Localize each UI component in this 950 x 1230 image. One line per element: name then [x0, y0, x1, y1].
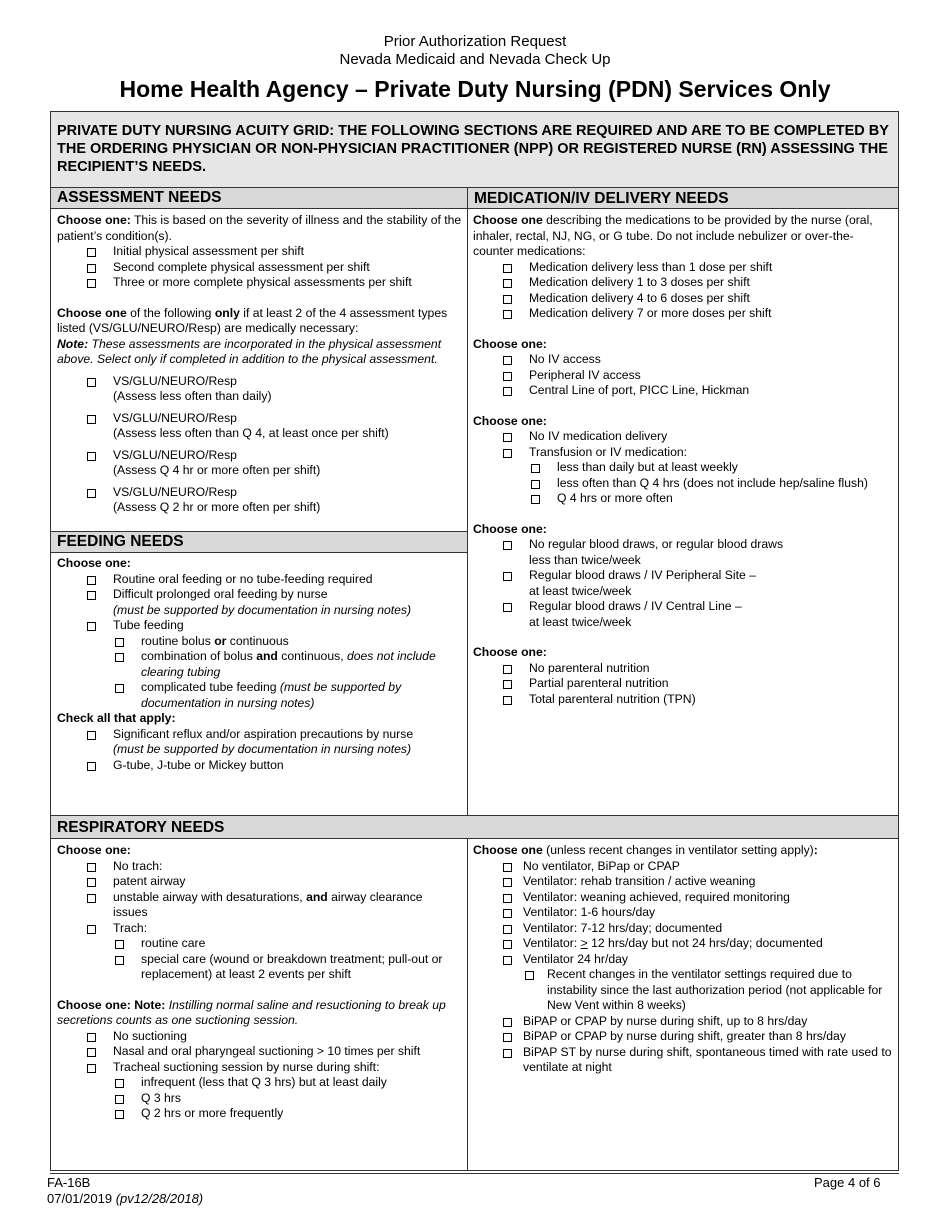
checkbox[interactable] [503, 1033, 512, 1042]
medication-heading: MEDICATION/IV DELIVERY NEEDS [467, 187, 898, 209]
checkbox[interactable] [115, 684, 124, 693]
iv-med-frequency-option[interactable]: less often than Q 4 hrs (does not include hep/saline flush) [473, 476, 893, 492]
instructions-banner: PRIVATE DUTY NURSING ACUITY GRID: THE FOLLOWING SECTIONS ARE REQUIRED AND ARE TO BE COMPLETED BY THE ORDERING PHYSICIAN OR NON-PHYSICIAN PRACTITIONER (NPP) OR REGISTERED NURSE (RN) ASSESSING THE RECIPIENT’S NEEDS. [51, 112, 898, 188]
parenteral-option[interactable]: No parenteral nutrition [473, 661, 893, 677]
feeding-choose-label: Choose one: [57, 556, 131, 570]
checkbox[interactable] [503, 1018, 512, 1027]
checkbox[interactable] [503, 680, 512, 689]
assessment-note: Note: These assessments are incorporated in the physical assessment above. Select only if completed in addition to the physical assessment. [57, 336, 442, 366]
checkbox[interactable] [115, 638, 124, 647]
iv-med-frequency-option[interactable]: Q 4 hrs or more often [473, 491, 893, 507]
checkbox[interactable] [503, 310, 512, 319]
assessment-types-instructions: Choose one of the following only if at least 2 of the 4 assessment types listed (VS/GLU/NEURO/Resp) are medically necessary: [57, 305, 448, 335]
trach-option[interactable]: routine care [57, 936, 462, 952]
checkbox[interactable] [503, 387, 512, 396]
checkbox[interactable] [503, 665, 512, 674]
checkbox[interactable] [531, 480, 540, 489]
airway-option[interactable]: patent airway [57, 874, 462, 890]
checkbox[interactable] [503, 356, 512, 365]
assessment-option[interactable]: Three or more complete physical assessments per shift [57, 275, 462, 291]
checkbox[interactable] [531, 464, 540, 473]
ventilator-option[interactable]: Ventilator: > 12 hrs/day but not 24 hrs/day; documented [473, 936, 893, 952]
iv-access-option[interactable]: Peripheral IV access [473, 368, 893, 384]
medication-instructions: Choose one describing the medications to be provided by the nurse (oral, inhaler, rectal, NJ, NG, or G tube. Do not include nebulizer or over-the-counter medications: [473, 213, 873, 258]
airway-option[interactable]: Trach: [57, 921, 462, 937]
checkbox[interactable] [87, 731, 96, 740]
checkbox[interactable] [115, 956, 124, 965]
checkbox[interactable] [531, 495, 540, 504]
suctioning-option[interactable]: Nasal and oral pharyngeal suctioning > 10 times per shift [57, 1044, 462, 1060]
checkbox[interactable] [87, 762, 96, 771]
checkbox[interactable] [503, 878, 512, 887]
checkbox[interactable] [503, 264, 512, 273]
blood-draw-option[interactable]: Regular blood draws / IV Peripheral Site – at least twice/week [473, 568, 893, 599]
check-all-label: Check all that apply: [57, 711, 176, 725]
checkbox[interactable] [87, 863, 96, 872]
assessment-section [57, 213, 462, 516]
checkbox[interactable] [87, 378, 96, 387]
checkbox[interactable] [115, 940, 124, 949]
tracheal-suction-option[interactable]: Q 3 hrs [57, 1091, 462, 1107]
feeding-section [57, 556, 462, 773]
checkbox[interactable] [87, 894, 96, 903]
medication-option[interactable]: Medication delivery 4 to 6 doses per shift [473, 291, 893, 307]
tracheal-suction-option[interactable]: infrequent (less that Q 3 hrs) but at least daily [57, 1075, 462, 1091]
assessment-heading: ASSESSMENT NEEDS [51, 187, 467, 209]
checkbox[interactable] [503, 956, 512, 965]
tube-feeding-option[interactable]: routine bolus or continuous [57, 634, 462, 650]
iv-med-option[interactable]: Transfusion or IV medication: [473, 445, 893, 461]
iv-access-option[interactable]: Central Line of port, PICC Line, Hickman [473, 383, 893, 399]
checkbox[interactable] [87, 1048, 96, 1057]
ventilator-instructions: Choose one (unless recent changes in ventilator setting apply): [473, 843, 818, 857]
checkbox[interactable] [87, 622, 96, 631]
checkbox[interactable] [87, 878, 96, 887]
respiratory-airway-section [57, 843, 462, 1122]
checkbox[interactable] [503, 572, 512, 581]
blood-draw-choose-label: Choose one: [473, 521, 547, 536]
checkbox[interactable] [87, 279, 96, 288]
suctioning-instructions: Choose one: Note: Instilling normal saline and resuctioning to break up secretions counts as one suctioning session. [57, 997, 446, 1027]
suctioning-option[interactable]: No suctioning [57, 1029, 462, 1045]
iv-med-choose-label: Choose one: [473, 413, 547, 428]
iv-med-frequency-option[interactable]: less than daily but at least weekly [473, 460, 893, 476]
trach-option[interactable]: special care (wound or breakdown treatment; pull-out or replacement) at least 2 events per shift [57, 952, 462, 983]
iv-access-option[interactable]: No IV access [473, 352, 893, 368]
checkbox[interactable] [525, 971, 534, 980]
checkbox[interactable] [503, 372, 512, 381]
checkbox[interactable] [87, 248, 96, 257]
checkbox[interactable] [503, 909, 512, 918]
feeding-option[interactable]: Difficult prolonged oral feeding by nurse (must be supported by documentation in nursing notes) [57, 587, 462, 618]
page-title: Home Health Agency – Private Duty Nursing (PDN) Services Only [119, 76, 831, 102]
checkbox[interactable] [503, 696, 512, 705]
checkbox[interactable] [87, 452, 96, 461]
iv-access-choose-label: Choose one: [473, 336, 547, 351]
ventilator-option[interactable]: Ventilator: 1-6 hours/day [473, 905, 893, 921]
suctioning-option[interactable]: Tracheal suctioning session by nurse during shift: [57, 1060, 462, 1076]
checkbox[interactable] [87, 489, 96, 498]
blood-draw-option[interactable]: Regular blood draws / IV Central Line – at least twice/week [473, 599, 893, 630]
assessment-choose-instructions: Choose one: This is based on the severity of illness and the stability of the patient’s condition(s). [57, 213, 462, 243]
assessment-option[interactable]: Second complete physical assessment per shift [57, 260, 462, 276]
checkbox[interactable] [503, 894, 512, 903]
respiratory-heading: RESPIRATORY NEEDS [51, 815, 898, 839]
parenteral-option[interactable]: Partial parenteral nutrition [473, 676, 893, 692]
airway-choose-label: Choose one: [57, 843, 131, 857]
checkbox[interactable] [503, 863, 512, 872]
tube-feeding-option[interactable]: combination of bolus and continuous, does not include clearing tubing [57, 649, 462, 680]
form-number: FA-16B [47, 1175, 91, 1190]
checkbox[interactable] [503, 541, 512, 550]
ventilator-sub-option[interactable]: Recent changes in the ventilator settings required due to instability since the last authorization period (not applicable for New Vent within 8 weeks) [473, 967, 893, 1014]
column-divider-respiratory [467, 839, 468, 1171]
checkbox[interactable] [503, 433, 512, 442]
feeding-option[interactable]: Routine oral feeding or no tube-feeding required [57, 572, 462, 588]
checkbox[interactable] [115, 1095, 124, 1104]
checkbox[interactable] [87, 1064, 96, 1073]
assessment-type-option[interactable]: VS/GLU/NEURO/Resp (Assess less often than daily) [57, 374, 462, 405]
blood-draw-option[interactable]: No regular blood draws, or regular blood draws less than twice/week [473, 537, 893, 568]
checkbox[interactable] [503, 279, 512, 288]
medication-section [473, 213, 893, 707]
checkbox[interactable] [115, 1110, 124, 1119]
checkbox[interactable] [87, 925, 96, 934]
ventilator-option[interactable]: Ventilator 24 hr/day [473, 952, 893, 968]
checkbox[interactable] [115, 653, 124, 662]
ventilator-option[interactable]: No ventilator, BiPap or CPAP [473, 859, 893, 875]
checkbox[interactable] [503, 449, 512, 458]
checkbox[interactable] [115, 1079, 124, 1088]
form-grid [50, 111, 899, 1171]
medication-option[interactable]: Medication delivery 1 to 3 doses per shift [473, 275, 893, 291]
checkbox[interactable] [503, 1049, 512, 1058]
ventilator-option[interactable]: Ventilator: weaning achieved, required monitoring [473, 890, 893, 906]
feeding-check-option[interactable]: G-tube, J-tube or Mickey button [57, 758, 462, 774]
airway-option[interactable]: unstable airway with desaturations, and airway clearance issues [57, 890, 462, 921]
tracheal-suction-option[interactable]: Q 2 hrs or more frequently [57, 1106, 462, 1122]
iv-med-option[interactable]: No IV medication delivery [473, 429, 893, 445]
checkbox[interactable] [87, 576, 96, 585]
medication-option[interactable]: Medication delivery less than 1 dose per shift [473, 260, 893, 276]
assessment-option[interactable]: Initial physical assessment per shift [57, 244, 462, 260]
form-date: 07/01/2019 (pv12/28/2018) [47, 1191, 204, 1206]
bipap-option[interactable]: BiPAP ST by nurse during shift, spontaneous timed with rate used to ventilate at night [473, 1045, 893, 1076]
checkbox[interactable] [87, 1033, 96, 1042]
checkbox[interactable] [503, 603, 512, 612]
checkbox[interactable] [503, 940, 512, 949]
checkbox[interactable] [87, 264, 96, 273]
footer-rule [50, 1173, 899, 1174]
airway-option[interactable]: No trach: [57, 859, 462, 875]
parenteral-choose-label: Choose one: [473, 645, 547, 659]
checkbox[interactable] [503, 925, 512, 934]
header-line-2: Nevada Medicaid and Nevada Check Up [339, 51, 611, 68]
respiratory-ventilator-section [473, 843, 893, 1076]
bipap-option[interactable]: BiPAP or CPAP by nurse during shift, up to 8 hrs/day [473, 1014, 893, 1030]
tube-feeding-option[interactable]: complicated tube feeding (must be supported by documentation in nursing notes) [57, 680, 462, 711]
feeding-check-option[interactable]: Significant reflux and/or aspiration precautions by nurse (must be supported by documentation in nursing notes) [57, 727, 462, 758]
feeding-heading: FEEDING NEEDS [51, 531, 467, 553]
bipap-option[interactable]: BiPAP or CPAP by nurse during shift, greater than 8 hrs/day [473, 1029, 893, 1045]
page-number: Page 4 of 6 [814, 1175, 881, 1190]
assessment-type-option[interactable]: VS/GLU/NEURO/Resp (Assess Q 4 hr or more often per shift) [57, 448, 462, 479]
checkbox[interactable] [503, 295, 512, 304]
ventilator-option[interactable]: Ventilator: rehab transition / active weaning [473, 874, 893, 890]
feeding-option[interactable]: Tube feeding [57, 618, 462, 634]
assessment-type-option[interactable]: VS/GLU/NEURO/Resp (Assess less often than Q 4, at least once per shift) [57, 411, 462, 442]
assessment-type-option[interactable]: VS/GLU/NEURO/Resp (Assess Q 2 hr or more often per shift) [57, 485, 462, 516]
column-divider [467, 187, 468, 815]
checkbox[interactable] [87, 591, 96, 600]
parenteral-option[interactable]: Total parenteral nutrition (TPN) [473, 692, 893, 708]
medication-option[interactable]: Medication delivery 7 or more doses per shift [473, 306, 893, 322]
ventilator-option[interactable]: Ventilator: 7-12 hrs/day; documented [473, 921, 893, 937]
header-line-1: Prior Authorization Request [383, 33, 567, 50]
checkbox[interactable] [87, 415, 96, 424]
